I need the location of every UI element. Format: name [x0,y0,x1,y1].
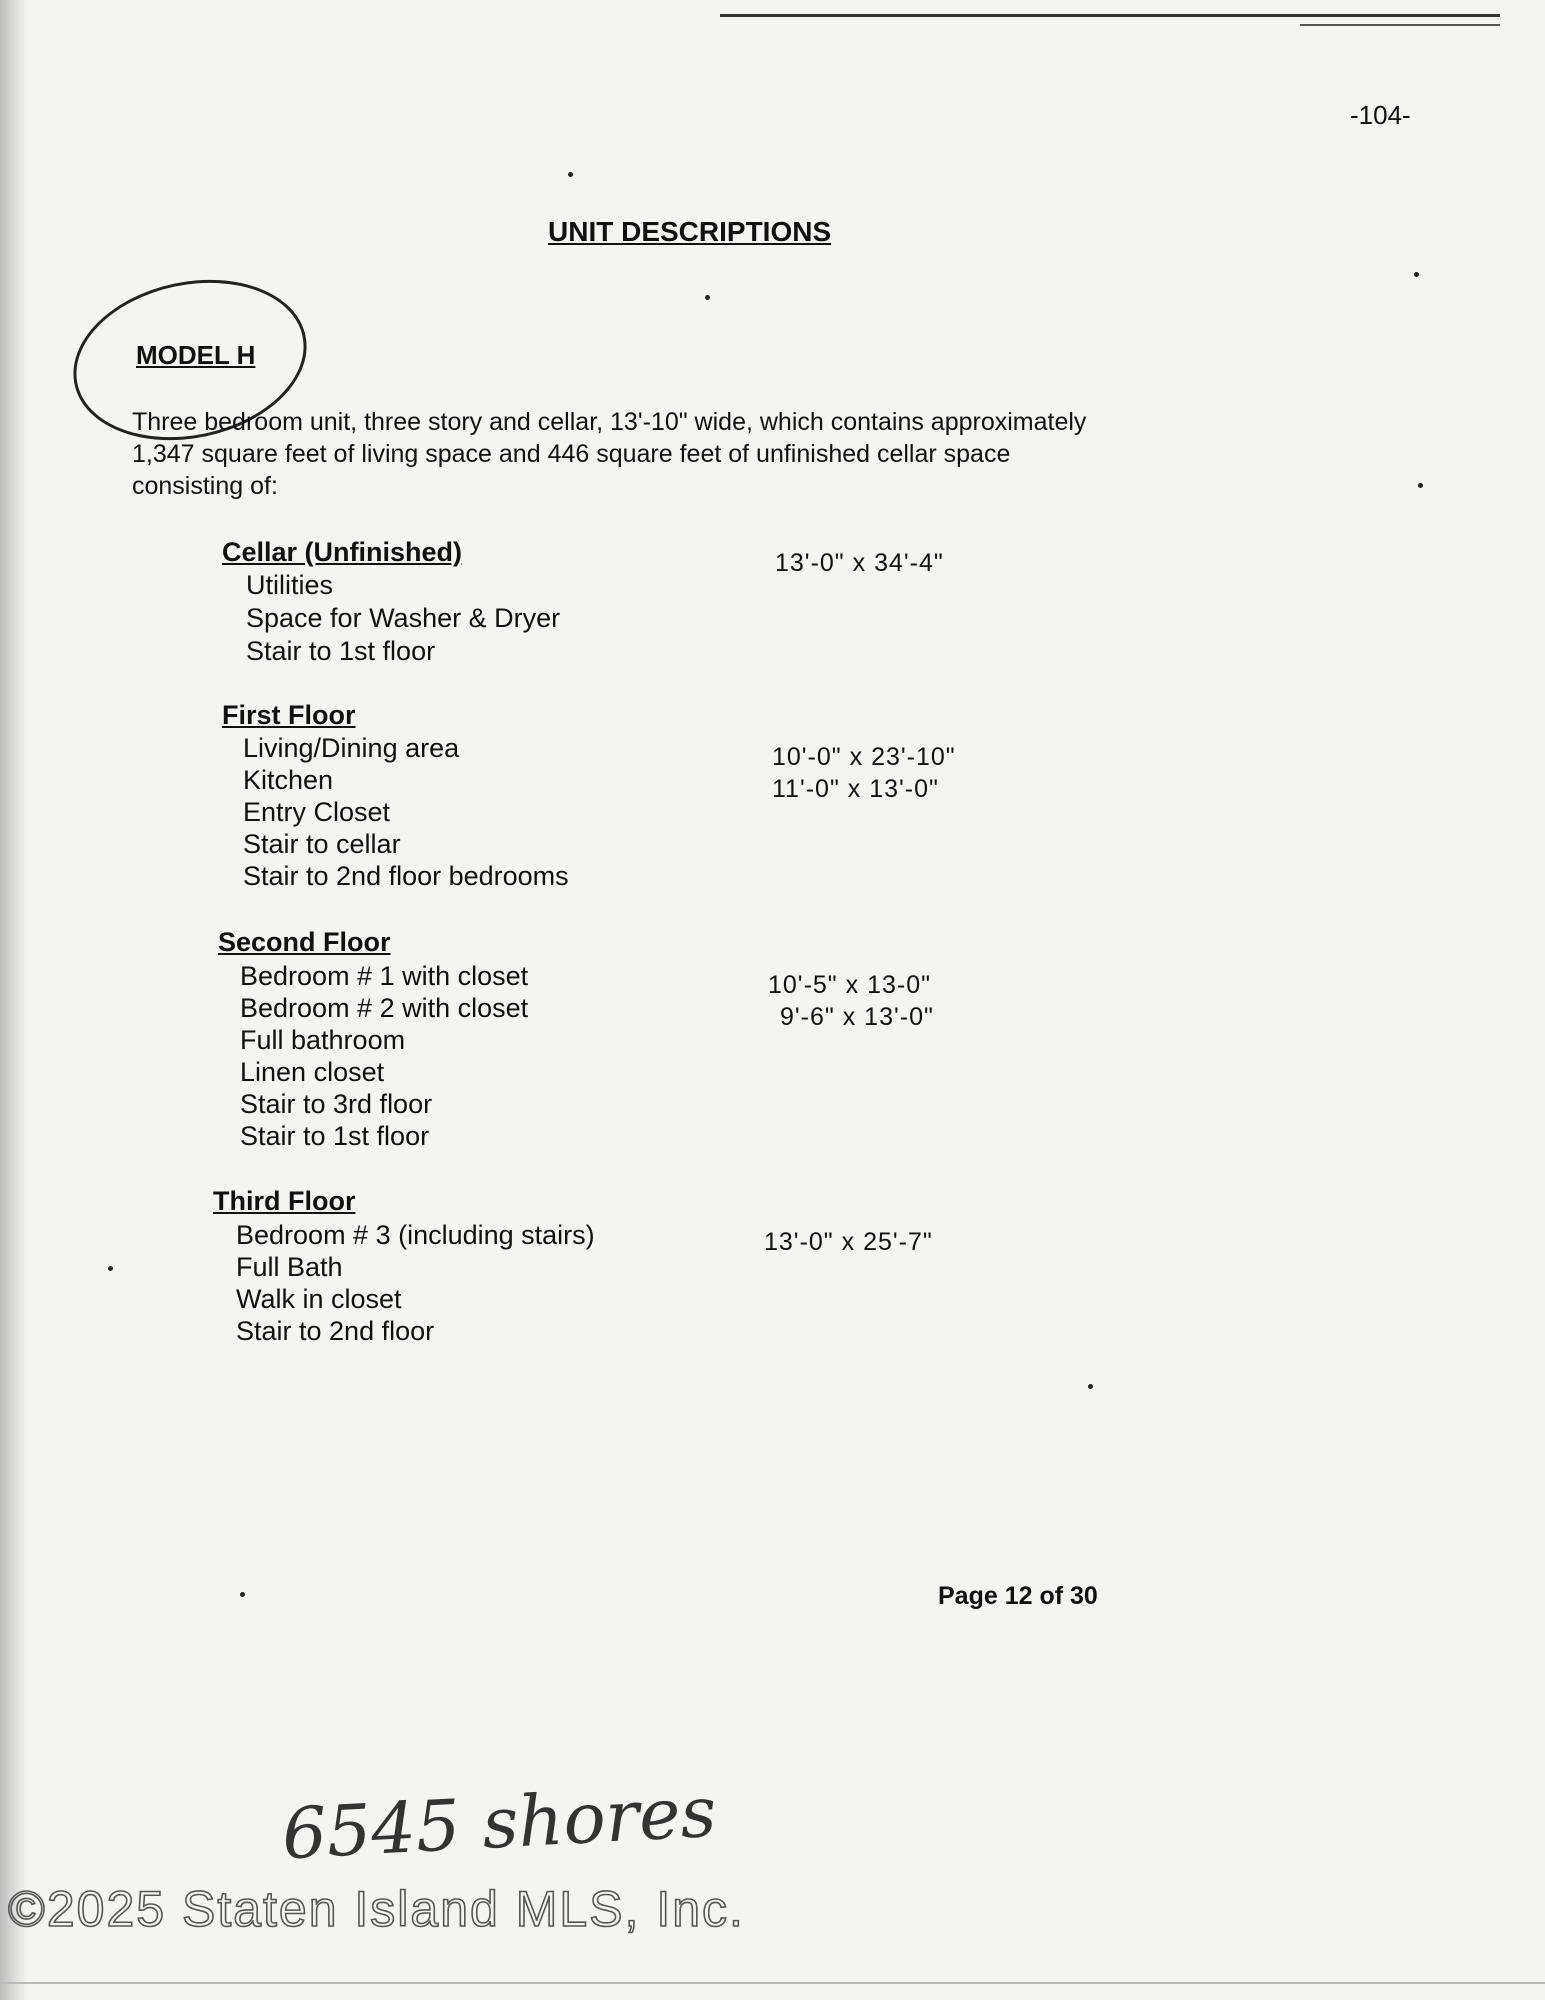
list-item: Bedroom # 2 with closet [240,993,529,1023]
list-item: Space for Washer & Dryer [246,603,561,633]
intro-line: 1,347 square feet of living space and 446 square feet of unfinished cellar space [132,440,1011,468]
scan-speck [240,1592,245,1597]
scan-speck [1418,483,1423,488]
document-title: UNIT DESCRIPTIONS [548,216,832,247]
list-item: Stair to 2nd floor [236,1316,435,1346]
item-dimension: 11'-0" x 13'-0" [772,775,939,803]
intro-line: consisting of: [132,472,278,500]
item-dimension: 9'-6" x 13'-0" [780,1003,934,1031]
list-item: Bedroom # 1 with closet [240,961,529,991]
section-heading-first-floor: First Floor [222,700,356,730]
list-item: Living/Dining area [243,733,460,763]
intro-paragraph [132,406,1212,502]
list-item: Linen closet [240,1057,385,1087]
model-label: MODEL H [136,340,256,370]
copyright-watermark: ©2025 Staten Island MLS, Inc. [8,1881,745,1937]
list-item: Kitchen [243,765,334,795]
list-item: Stair to cellar [243,829,401,859]
scan-speck [108,1266,113,1271]
page-number: -104- [1350,100,1411,130]
intro-line: Three bedroom unit, three story and cellar, 13'-10" wide, which contains approximately [132,408,1087,436]
scan-edge-shadow [0,0,28,2000]
item-dimension: 13'-0" x 25'-7" [764,1228,933,1256]
scan-speck [568,172,573,177]
top-rule-secondary [1300,24,1500,26]
list-item: Stair to 2nd floor bedrooms [243,861,569,891]
scan-speck [1088,1384,1093,1389]
top-rule [720,14,1500,17]
item-dimension: 10'-0" x 23'-10" [772,743,956,771]
list-item: Stair to 1st floor [240,1121,430,1151]
list-item: Entry Closet [243,797,391,827]
list-item: Stair to 3rd floor [240,1089,433,1119]
section-dimension-cellar: 13'-0" x 34'-4" [775,549,944,577]
section-heading-cellar: Cellar (Unfinished) [222,537,463,567]
list-item: Utilities [246,570,334,600]
item-dimension: 10'-5" x 13-0" [768,971,931,999]
list-item: Walk in closet [236,1284,402,1314]
list-item: Full bathroom [240,1025,406,1055]
footer-page-label: Page 12 of 30 [938,1582,1098,1610]
scan-speck [1414,272,1419,277]
list-item: Bedroom # 3 (including stairs) [236,1220,595,1250]
bottom-rule [0,1982,1545,1984]
section-heading-second-floor: Second Floor [218,927,391,957]
list-item: Full Bath [236,1252,343,1282]
handwritten-note: 6545 shores [280,1770,719,1876]
list-item: Stair to 1st floor [246,636,436,666]
scan-speck [705,295,710,300]
section-heading-third-floor: Third Floor [213,1186,356,1216]
